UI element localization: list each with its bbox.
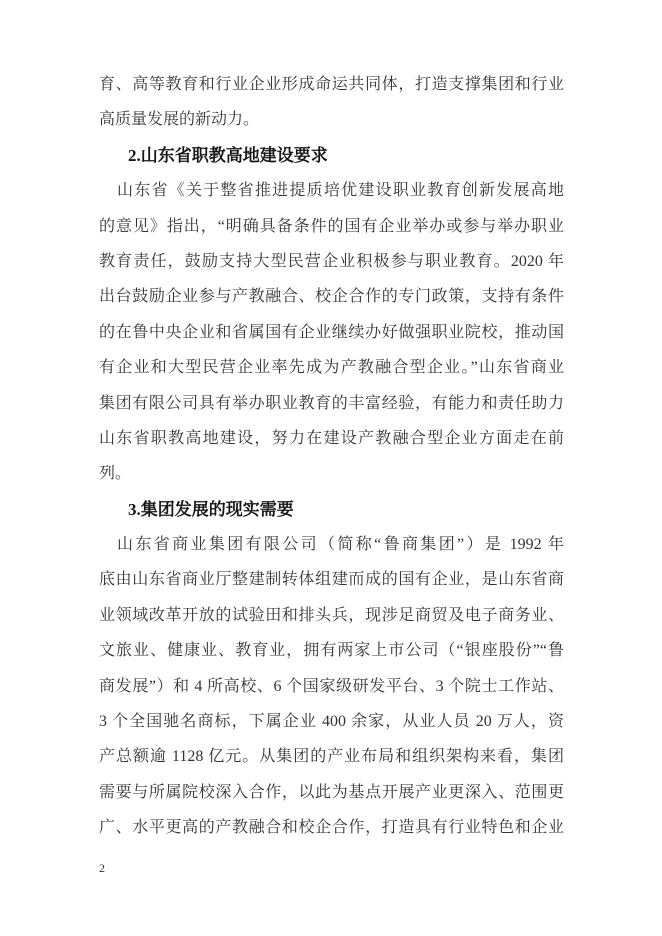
document-body <box>99 67 564 846</box>
body-text-line: 的在鲁中央企业和省属国有企业继续办好做强职业院校，推动国 <box>99 323 564 341</box>
body-text-line: 业领域改革开放的试验田和排头兵，现涉足商贸及电子商务业、 <box>99 606 564 624</box>
body-text-line: 有企业和大型民营企业率先成为产教融合型企业。”山东省商业 <box>99 359 564 377</box>
body-text-line: 产总额逾 1128 亿元。从集团的产业布局和组织架构来看，集团 <box>99 748 564 766</box>
body-text-line: 广、水平更高的产教融合和校企合作，打造具有行业特色和企业 <box>99 819 564 837</box>
body-text-line: 出台鼓励企业参与产教融合、校企合作的专门政策，支持有条件 <box>99 288 564 306</box>
body-text-line: 教育责任，鼓励支持大型民营企业积极参与职业教育。2020 年 <box>99 252 564 270</box>
section-heading-2: 2.山东省职教高地建设要求 <box>128 145 328 165</box>
body-text-line: 高质量发展的新动力。 <box>99 111 260 129</box>
body-text-line: 的意见》指出，“明确具备条件的国有企业举办或参与举办职业 <box>99 217 564 235</box>
body-text-line: 山东省职教高地建设，努力在建设产教融合型企业方面走在前 <box>99 429 564 447</box>
body-text-line: 集团有限公司具有举办职业教育的丰富经验，有能力和责任助力 <box>99 394 564 412</box>
body-text-line: 育、高等教育和行业企业形成命运共同体，打造支撑集团和行业 <box>99 76 564 93</box>
body-text-line: 底由山东省商业厅整建制转体组建而成的国有企业，是山东省商 <box>99 571 564 589</box>
body-text-line: 3 个全国驰名商标，下属企业 400 余家，从业人员 20 万人，资 <box>99 713 564 731</box>
body-text-line: 列。 <box>99 465 132 483</box>
page-number: 2 <box>99 861 105 875</box>
body-text-line: 需要与所属院校深入合作，以此为基点开展产业更深入、范围更 <box>99 783 564 801</box>
body-text-line: 山东省商业集团有限公司（简称“鲁商集团”）是 1992 年 <box>117 536 564 554</box>
body-text-line: 山东省《关于整省推进提质培优建设职业教育创新发展高地 <box>117 182 564 200</box>
section-heading-3: 3.集团发展的现实需要 <box>128 499 294 519</box>
body-text-line: 商发展”）和 4 所高校、6 个国家级研发平台、3 个院士工作站、 <box>99 677 564 695</box>
body-text-line: 文旅业、健康业、教育业，拥有两家上市公司（“银座股份”“鲁 <box>99 642 564 660</box>
